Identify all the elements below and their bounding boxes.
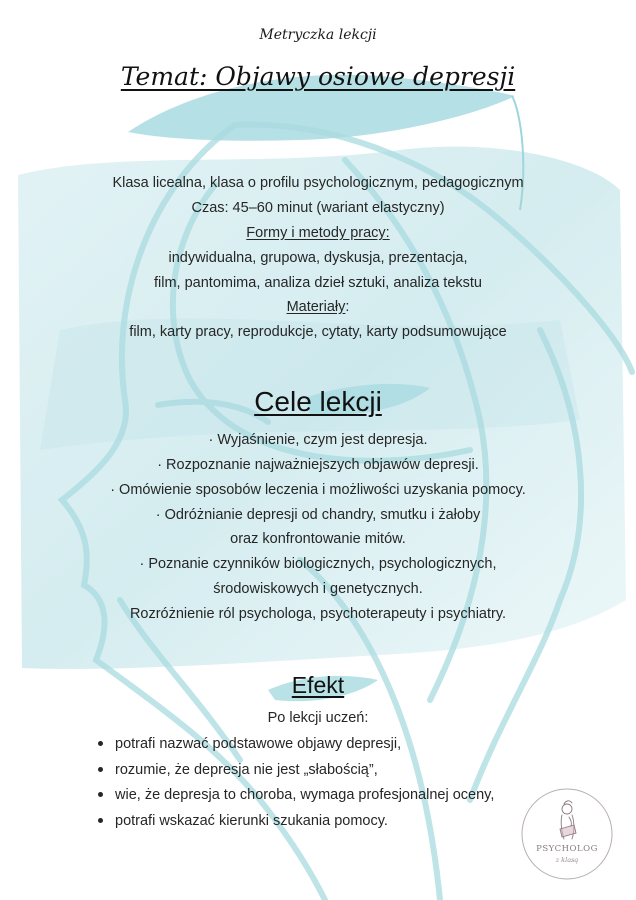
materials-label: Materiały: [286, 299, 346, 315]
goal-line: środowiskowych i genetycznych.: [213, 581, 423, 597]
page-title: Temat: Objawy osiowe depresji: [120, 62, 516, 91]
list-item: potrafi wskazać kierunki szukania pomocy.: [98, 811, 494, 837]
goals-heading: Cele lekcji: [254, 386, 382, 417]
list-item: wie, że depresja to choroba, wymaga profesjonalnej oceny,: [98, 785, 494, 811]
materials-list: film, karty pracy, reprodukcje, cytaty, karty podsumowujące: [129, 324, 507, 340]
logo-badge: [520, 787, 614, 881]
class-info: Klasa licealna, klasa o profilu psychologicznym, pedagogicznym: [112, 175, 524, 191]
methods-label: Formy i metody pracy:: [246, 225, 390, 241]
list-item: rozumie, że depresja nie jest „słabością”,: [98, 760, 494, 786]
document-label: Metryczka lekcji: [259, 27, 377, 43]
goal-line: · Poznanie czynników biologicznych, psychologicznych,: [139, 556, 497, 572]
effect-list: [98, 734, 494, 836]
materials-label-row: [0, 299, 636, 315]
materials-colon: :: [345, 299, 350, 315]
list-item: potrafi nazwać podstawowe objawy depresji,: [98, 734, 494, 760]
goal-line: · Odróżnianie depresji od chandry, smutku i żałoby: [155, 507, 481, 523]
logo-tagline: z klasą: [555, 856, 579, 864]
effect-heading: Efekt: [291, 672, 345, 698]
goal-line: Rozróżnienie ról psychologa, psychoterapeuty i psychiatry.: [129, 606, 507, 622]
goal-line: oraz konfrontowanie mitów.: [230, 531, 406, 547]
goal-line: · Wyjaśnienie, czym jest depresja.: [208, 432, 428, 448]
effect-intro: Po lekcji uczeń:: [267, 710, 369, 726]
goal-line: · Rozpoznanie najważniejszych objawów depresji.: [157, 457, 479, 473]
methods-line: indywidualna, grupowa, dyskusja, prezentacja,: [168, 250, 468, 266]
time-info: Czas: 45–60 minut (wariant elastyczny): [191, 200, 445, 216]
logo-name: PSYCHOLOG: [536, 844, 598, 854]
goal-line: · Omówienie sposobów leczenia i możliwości uzyskania pomocy.: [110, 482, 526, 498]
methods-line: film, pantomima, analiza dzieł sztuki, analiza tekstu: [153, 275, 482, 291]
psycholog-logo: [520, 787, 614, 881]
